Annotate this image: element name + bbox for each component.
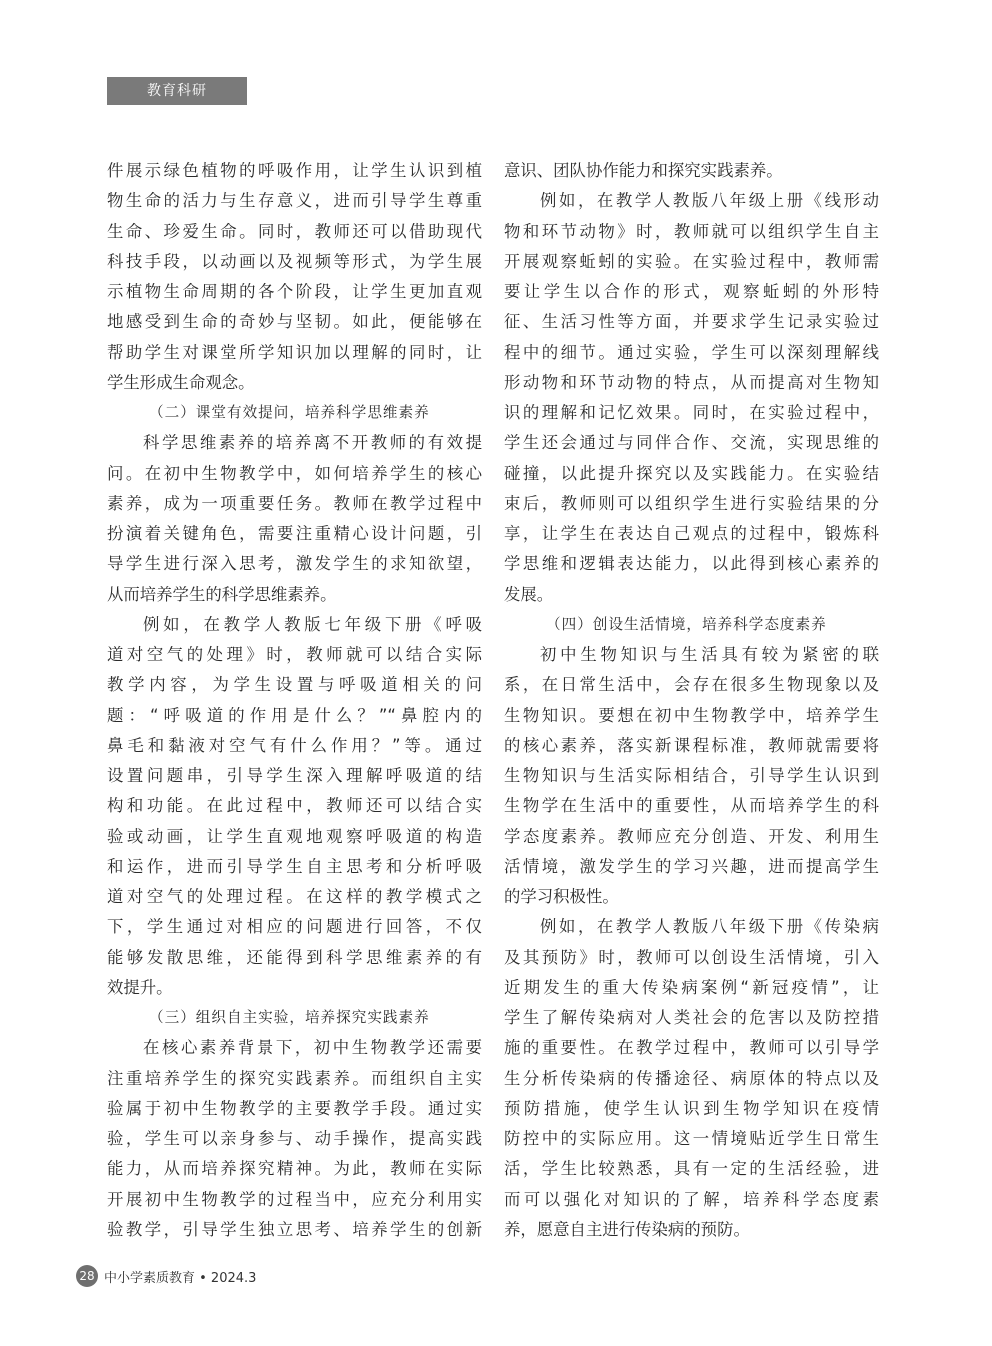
right-column — [504, 156, 879, 1245]
text-line: 学生形成生命观念。 — [107, 372, 255, 392]
text-line: 程中的细节。通过实验，学生可以深刻理解线 — [504, 342, 879, 362]
text-line: 要让学生以合作的形式，观察蚯蚓的外形特 — [504, 282, 879, 301]
text-line: 设置问题串，引导学生深入理解呼吸道的结 — [107, 766, 482, 785]
text-line: 开展观察蚯蚓的实验。在实验过程中，教师需 — [504, 251, 879, 271]
text-line: 在核心素养背景下，初中生物教学还需要 — [143, 1038, 482, 1058]
text-line: 验属于初中生物教学的主要教学手段。通过实 — [107, 1098, 482, 1118]
text-line: 系，在日常生活中，会存在很多生物现象以及 — [504, 675, 879, 695]
text-line: 学生了解传染病对人类社会的危害以及防控措 — [504, 1008, 879, 1027]
text-line: 和运作，进而引导学生自主思考和分析呼吸 — [107, 856, 482, 876]
text-line: 物生命的活力与生存意义，进而引导学生尊重 — [107, 191, 482, 211]
text-line: 注重培养学生的探究实践素养。而组织自主实 — [107, 1068, 482, 1088]
text-line: 征、生活习性等方面，并要求学生记录实验过 — [504, 312, 879, 332]
text-line: 能够发散思维，还能得到科学思维素养的有 — [107, 947, 482, 967]
text-line: 件展示绿色植物的呼吸作用，让学生认识到植 — [107, 161, 482, 180]
text-line: 道对空气的处理》时，教师就可以结合实际 — [107, 645, 482, 664]
text-line: 验或动画，让学生直观地观察呼吸道的构造 — [107, 826, 482, 846]
text-line: 束后，教师则可以组织学生进行实验结果的分 — [504, 493, 879, 513]
text-line: 初中生物知识与生活具有较为紧密的联 — [540, 645, 879, 664]
left-column — [107, 156, 482, 1245]
journal-info: 中小学素质教育 • 2024.3 — [104, 1270, 257, 1286]
text-line: 从而培养学生的科学思维素养。 — [107, 584, 337, 604]
text-line: 教学内容，为学生设置与呼吸道相关的问 — [107, 675, 482, 695]
section-heading: （三）组织自主实验，培养探究实践素养 — [149, 1009, 430, 1026]
text-line: 的学习积极性。 — [504, 887, 619, 906]
text-line: 生物知识与生活实际相结合，引导学生认识到 — [504, 766, 879, 785]
page-number-badge: 28 — [76, 1265, 98, 1287]
section-tag: 教育科研 — [107, 77, 247, 105]
text-line: 的核心素养，落实新课程标准，教师就需要将 — [504, 735, 879, 755]
text-line: 帮助学生对课堂所学知识加以理解的同时，让 — [107, 342, 482, 362]
text-line: 鼻毛和黏液对空气有什么作用？”等。通过 — [107, 735, 482, 755]
text-line: 施的重要性。在教学过程中，教师可以引导学 — [504, 1038, 879, 1058]
text-line: 生命、珍爱生命。同时，教师还可以借助现代 — [107, 221, 482, 241]
text-line: 识的理解和记忆效果。同时，在实验过程中， — [504, 403, 879, 422]
text-line: 学生还会通过与同伴合作、交流，实现思维的 — [504, 433, 879, 453]
text-line: 素养，成为一项重要任务。教师在教学过程中 — [107, 493, 482, 513]
text-line: 例如，在教学人教版八年级下册《传染病 — [540, 917, 879, 937]
text-line: 意识、团队协作能力和探究实践素养。 — [504, 161, 783, 180]
text-line: 道对空气的处理过程。在这样的教学模式之 — [107, 887, 482, 906]
text-line: 及其预防》时，教师可以创设生活情境，引入 — [504, 947, 879, 967]
text-line: 导学生进行深入思考，激发学生的求知欲望， — [107, 554, 482, 574]
text-line: 学态度素养。教师应充分创造、开发、利用生 — [504, 826, 879, 846]
text-line: 防控中的实际应用。这一情境贴近学生日常生 — [504, 1129, 879, 1148]
text-line: 效提升。 — [107, 977, 173, 997]
text-line: 构和功能。在此过程中，教师还可以结合实 — [107, 796, 482, 816]
text-line: 开展初中生物教学的过程当中，应充分利用实 — [107, 1189, 482, 1209]
text-line: 学思维和逻辑表达能力，以此得到核心素养的 — [504, 554, 879, 574]
text-line: 验教学，引导学生独立思考、培养学生的创新 — [107, 1219, 482, 1239]
text-line: 碰撞，以此提升探究以及实践能力。在实验结 — [504, 463, 879, 483]
text-line: 例如，在教学人教版七年级下册《呼吸 — [143, 614, 482, 634]
text-line: 而可以强化对知识的了解，培养科学态度素 — [504, 1189, 879, 1209]
section-heading: （四）创设生活情境，培养科学态度素养 — [546, 615, 827, 633]
text-line: 地感受到生命的奇妙与坚韧。如此，便能够在 — [107, 312, 482, 332]
text-line: 发展。 — [504, 584, 554, 604]
text-line: 活情境，激发学生的学习兴趣，进而提高学生 — [504, 856, 879, 876]
text-line: 题：“呼吸道的作用是什么？”“鼻腔内的 — [107, 705, 482, 725]
text-line: 下，学生通过对相应的问题进行回答，不仅 — [107, 917, 482, 937]
text-line: 养，愿意自主进行传染病的预防。 — [504, 1219, 750, 1239]
text-line: 科技手段，以动画以及视频等形式，为学生展 — [107, 251, 482, 271]
text-line: 扮演着关键角色，需要注重精心设计问题，引 — [107, 524, 482, 543]
text-line: 活，学生比较熟悉，具有一定的生活经验，进 — [504, 1159, 879, 1179]
text-line: 近期发生的重大传染病案例“新冠疫情”，让 — [504, 977, 879, 997]
text-line: 生物知识。要想在初中生物教学中，培养学生 — [504, 705, 879, 725]
text-line: 享，让学生在表达自己观点的过程中，锻炼科 — [504, 524, 879, 543]
text-line: 预防措施，使学生认识到生物学知识在疫情 — [504, 1098, 879, 1118]
text-line: 生分析传染病的传播途径、病原体的特点以及 — [504, 1068, 879, 1088]
page-footer — [76, 1265, 256, 1287]
text-line: 物和环节动物》时，教师就可以组织学生自主 — [504, 221, 879, 241]
text-line: 能力，从而培养探究精神。为此，教师在实际 — [107, 1159, 482, 1179]
text-line: 验，学生可以亲身参与、动手操作，提高实践 — [107, 1129, 482, 1148]
section-heading: （二）课堂有效提问，培养科学思维素养 — [149, 404, 430, 421]
text-line: 科学思维素养的培养离不开教师的有效提 — [143, 433, 482, 453]
text-line: 生物学在生活中的重要性，从而培养学生的科 — [504, 796, 879, 816]
text-line: 形动物和环节动物的特点，从而提高对生物知 — [504, 372, 879, 392]
text-line: 问。在初中生物教学中，如何培养学生的核心 — [107, 463, 482, 483]
text-line: 例如，在教学人教版八年级上册《线形动 — [540, 191, 879, 211]
text-line: 示植物生命周期的各个阶段，让学生更加直观 — [107, 282, 482, 301]
